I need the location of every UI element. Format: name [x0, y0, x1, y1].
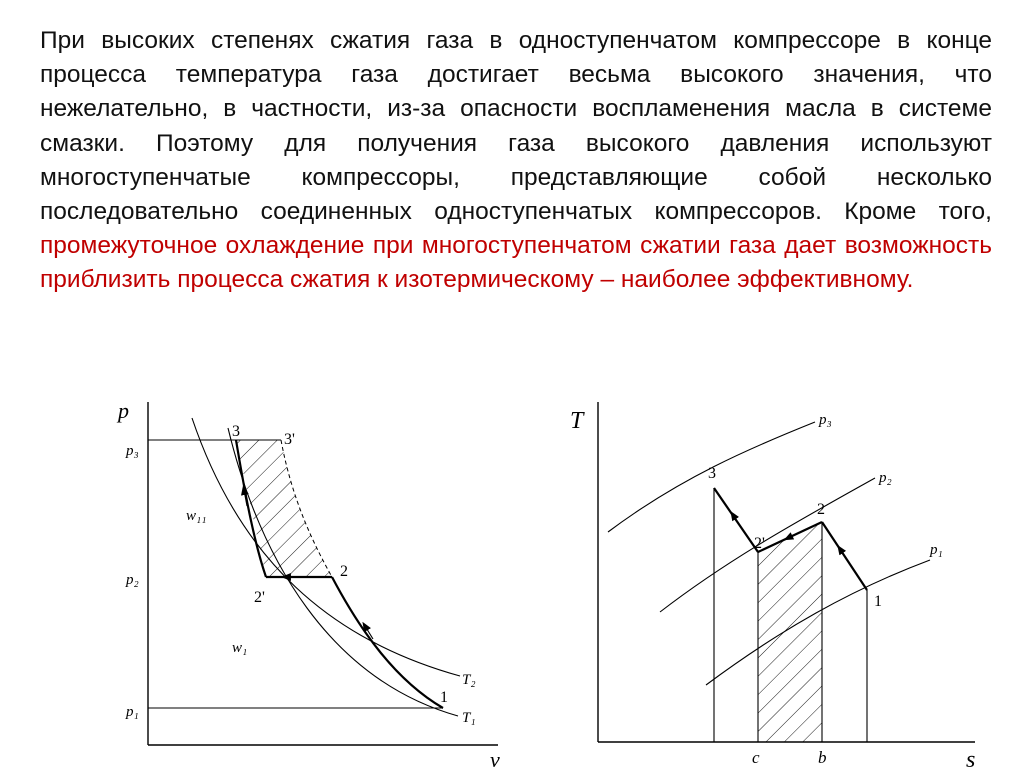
ts-arrow-2prime-3 — [733, 515, 740, 526]
pv-axis-label-p: p — [118, 398, 129, 423]
pv-label-p2: p₂ — [126, 572, 139, 588]
ts-point-2-prime: 2' — [754, 535, 765, 552]
pv-point-3: 3 — [232, 423, 240, 440]
ts-point-1: 1 — [874, 593, 882, 610]
pv-label-p1: p₁ — [126, 704, 139, 720]
ts-axis-label-s: s — [966, 747, 976, 767]
ts-arrow-1-2 — [840, 549, 848, 561]
ts-label-p3: p₃ — [819, 412, 832, 428]
pv-point-2-prime: 2' — [254, 589, 265, 606]
ts-label-c: c — [752, 748, 760, 767]
pv-label-t2: T₂ — [462, 672, 476, 688]
ts-label-p1: p₁ — [930, 542, 943, 558]
pv-axis-label-v: v — [490, 747, 500, 767]
ts-label-p2: p₂ — [879, 470, 892, 486]
pv-label-t1: T₁ — [462, 710, 476, 726]
ts-point-3: 3 — [708, 465, 716, 482]
ts-label-b: b — [818, 748, 827, 767]
pv-point-2: 2 — [340, 563, 348, 580]
pv-point-3-prime: 3' — [284, 431, 295, 448]
ts-axis-label-t: T — [570, 408, 584, 434]
pv-label-p3: p₃ — [126, 443, 139, 459]
paragraph-highlight-text: промежуточное охлаждение при многоступенчатом сжатии газа дает возможность приблизить процесса сжатия к изотермическому – наиболее эффективному. — [40, 232, 992, 294]
ts-hatched-area — [758, 522, 822, 742]
pv-work-w1: w₁ — [232, 640, 248, 656]
pv-work-w11: w₁₁ — [186, 508, 207, 524]
ts-point-2: 2 — [817, 501, 825, 518]
paragraph-normal-text: При высоких степенях сжатия газа в одноступенчатом компрессоре в конце процесса температура газа достигает весьма высокого значения, что нежелательно, в частности, из-за опасности воспламенения масла в системе смазки. Поэтому для получения газа высокого давления используют многоступенчатые компрессоры, представляющие собой несколько последовательно соединенных одноступенчатых компрессоров. Кроме того, — [40, 27, 992, 226]
pv-point-1: 1 — [440, 689, 448, 706]
